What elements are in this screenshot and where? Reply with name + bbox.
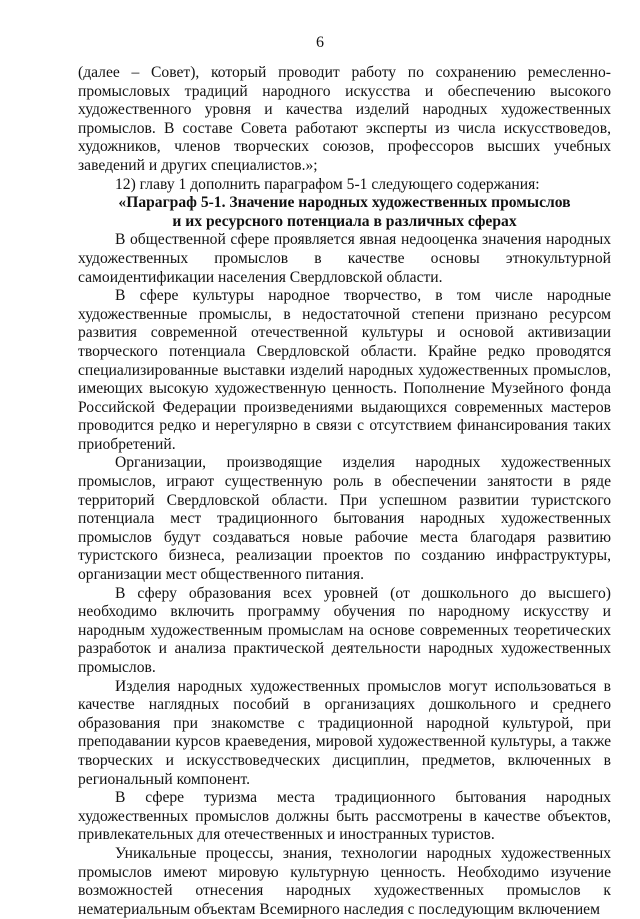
paragraph-teaching-aids: Изделия народных художественных промыслов могут использоваться в качестве наглядных пособий в организациях дошкольного и среднего образования при знакомстве с традиционной народной культурой, при преподавании курсов краеведения, мировой художественной культуры, а также творческих и искусствоведческих дисциплин, предметов, включенных в региональный компонент. — [78, 677, 611, 788]
paragraph-world-heritage: Уникальные процессы, знания, технологии народных художественных промыслов имеют мировую культурную ценность. Необходимо изучение возможностей отнесения народных художественных промыслов к нематериальным объектам Всемирного наследия с последующим включением — [78, 844, 611, 918]
paragraph-culture: В сфере культуры народное творчество, в том числе народные художественные промыслы, в недостаточной степени признано ресурсом развития современной отечественной культуры и основой активизации творческого потенциала Свердловской области. Крайне редко проводятся специализированные выставки изделий народных художественных промыслов, имеющих высокую художественную ценность. Пополнение Музейного фонда Российской Федерации произведениями выдающихся современных мастеров проводится редко и нерегулярно в связи с отсутствием финансирования таких приобретений. — [78, 287, 611, 453]
paragraph-tourism: В сфере туризма места традиционного бытования народных художественных промыслов должны быть рассмотрены в качестве объектов, привлекательных для отечественных и иностранных туристов. — [78, 789, 611, 844]
document-body — [78, 64, 611, 919]
section-heading-line-1: «Параграф 5-1. Значение народных художественных промыслов — [118, 194, 571, 212]
paragraph-council: (далее – Совет), который проводит работу по сохранению ремесленно-промысловых традиций народного искусства и обеспечению высокого художественного уровня и качества изделий народных художественных промыслов. В составе Совета работают эксперты из числа искусствоведов, художников, членов творческих союзов, профессоров высших учебных заведений и других специалистов.»; — [78, 64, 611, 174]
paragraph-public-sphere: В общественной сфере проявляется явная недооценка значения народных художественных промыслов в качестве основы этнокультурной самоидентификации населения Свердловской области. — [78, 231, 611, 286]
paragraph-employment: Организации, производящие изделия народных художественных промыслов, играют существенную роль в обеспечении занятости в ряде территорий Свердловской области. При успешном развитии туристского потенциала мест традиционного бытования народных художественных промыслов будут создаваться новые рабочие места благодаря развитию туристского бизнеса, реализации проектов по созданию инфраструктуры, организации мест общественного питания. — [78, 454, 611, 584]
paragraph-amendment: 12) главу 1 дополнить параграфом 5-1 следующего содержания: — [115, 175, 540, 193]
paragraph-education: В сферу образования всех уровней (от дошкольного до высшего) необходимо включить программу обучения по народному искусству и народным художественным промыслам на основе современных теоретических разработок и анализа практической деятельности народных художественных промыслов. — [78, 584, 611, 676]
section-heading-line-2: и их ресурсного потенциала в различных сферах — [172, 212, 517, 230]
page-number: 6 — [316, 34, 324, 51]
